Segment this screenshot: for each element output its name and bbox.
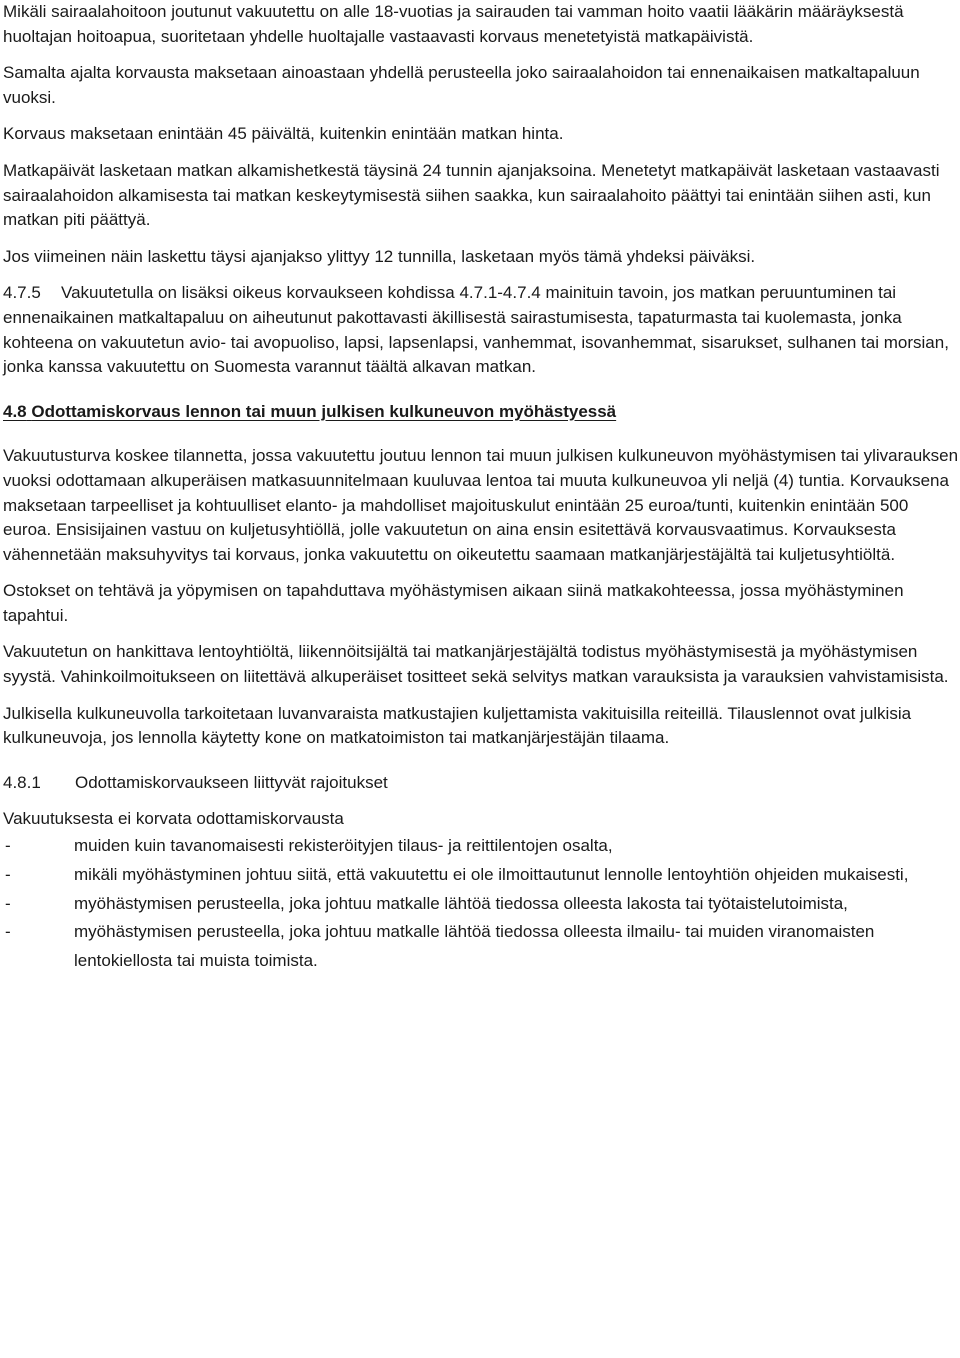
bullet-dash: - [5,864,11,884]
bullet-dash: - [5,922,11,942]
section-heading-4-8-1 [3,771,960,796]
list-item [3,832,960,861]
paragraph-guardian-compensation: Mikäli sairaalahoitoon joutunut vakuutettu on alle 18-vuotias ja sairauden tai vamman hoito vaatii lääkärin määräyksestä huoltajan hoitoapua, suoritetaan yhdelle huoltajalle vastaavasti korvaus menetetyistä matkapäivistä. [3,2,904,46]
paragraph-travel-days-calculation: Matkapäivät lasketaan matkan alkamishetkestä täysinä 24 tunnin ajanjaksoina. Menetetyt matkapäivät lasketaan vastaavasti sairaalahoidon alkamisesta tai matkan keskeytymisestä siihen saakka, kun sairaalahoito päättyi tai enintään siihen asti, kun matkan piti päättyä. [3,160,940,230]
paragraph-certificate: Vakuutetun on hankittava lentoyhtiöltä, liikennöitsijältä tai matkanjärjestäjältä todistus myöhästymisestä ja myöhästymisen syystä. Vahinkoilmoitukseen on liitettävä alkuperäiset tositteet sekä selvitys matkan varauksista ja varauksien vahvistamisista. [3,642,949,687]
list-item [3,861,960,890]
section-number-4-7-5: 4.7.5 [3,283,41,303]
paragraph-4-7-5-text: Vakuutetulla on lisäksi oikeus korvaukseen kohdissa 4.7.1-4.7.4 mainituin tavoin, jos matkan peruuntuminen tai ennenaikainen matkaltapaluu on aiheutunut pakottavasti äkillisestä sairastumisesta, tapaturmasta tai kuolemasta, jonka kohteena on vakuutetun avio- tai avopuoliso, lapsi, lapsenlapsi, vanhemmat, isovanhemmat, sisarukset, sulhanen tai morsian, jonka kanssa vakuutettu on Suomesta varannut täältä alkavan matkan. [3,283,949,377]
paragraph-single-basis: Samalta ajalta korvausta maksetaan ainoastaan yhdellä perusteella joko sairaalahoidon tai ennenaikaisen matkaltapaluun vuoksi. [3,63,920,107]
section-title-4-8: Odottamiskorvaus lennon tai muun julkisen kulkuneuvon myöhästyessä [31,401,617,421]
list-item-text: myöhästymisen perusteella, joka johtuu matkalle lähtöä tiedossa olleesta ilmailu- tai muiden viranomaisten lentokiellosta tai muista toimista. [74,922,875,971]
paragraph-coverage-delay: Vakuutusturva koskee tilannetta, jossa vakuutettu joutuu lennon tai muun julkisen kulkuneuvon myöhästymisen tai ylivarauksen vuoksi odottamaan alkuperäisen matkasuunnitelmaan kuuluvaa lentoa tai muuta kulkuneuvoa yli neljä (4) tuntia. Korvauksena maksetaan tarpeelliset ja kohtuulliset elanto- ja mahdolliset majoituskulut enintään 25 euroa/tunti, kuitenkin enintään 500 euroa. Ensisijainen vastuu on kuljetusyhtiöllä, jolle vakuutetun on aina ensin esitettävä korvausvaatimus. Korvauksesta vähennetään maksuhyvitys tai korvaus, jonka vakuutettu on oikeutettu saamaan matkanjärjestäjältä tai kuljetusyhtiöltä. [3,446,959,564]
bullet-dash: - [5,893,11,913]
bullet-dash: - [5,836,11,856]
list-item [3,890,960,919]
section-number-4-8: 4.8 [3,401,27,421]
paragraph-4-7-5 [3,281,960,379]
section-number-4-8-1: 4.8.1 [3,772,41,792]
list-item-text: muiden kuin tavanomaisesti rekisteröityjen tilaus- ja reittilentojen osalta, [74,836,613,856]
paragraph-extra-day-rule: Jos viimeinen näin laskettu täysi ajanjakso ylittyy 12 tunnilla, lasketaan myös tämä yhdeksi päiväksi. [3,246,756,266]
list-item-text: mikäli myöhästyminen johtuu siitä, että vakuutettu ei ole ilmoittautunut lennolle lentoyhtiön ohjeiden mukaisesti, [74,864,909,884]
paragraph-purchases: Ostokset on tehtävä ja yöpymisen on tapahduttava myöhästymisen aikaan siinä matkakohteessa, jossa myöhästyminen tapahtui. [3,581,904,625]
list-item [3,918,960,976]
section-heading-4-8 [3,400,960,425]
document-page [3,0,960,976]
paragraph-max-days: Korvaus maksetaan enintään 45 päivältä, kuitenkin enintään matkan hinta. [3,124,564,144]
section-title-4-8-1: Odottamiskorvaukseen liittyvät rajoitukset [75,772,388,792]
exclusions-list [3,832,960,976]
list-item-text: myöhästymisen perusteella, joka johtuu matkalle lähtöä tiedossa olleesta lakosta tai työtaistelutoimista, [74,893,848,913]
paragraph-public-transport-definition: Julkisella kulkuneuvolla tarkoitetaan luvanvaraista matkustajien kuljettamista vakituisilla reiteillä. Tilauslennot ovat julkisia kulkuneuvoja, jos lennolla käytetty kone on matkatoimiston tai matkanjärjestäjän tilaama. [3,703,912,748]
paragraph-exclusions-intro: Vakuutuksesta ei korvata odottamiskorvausta [3,809,344,829]
